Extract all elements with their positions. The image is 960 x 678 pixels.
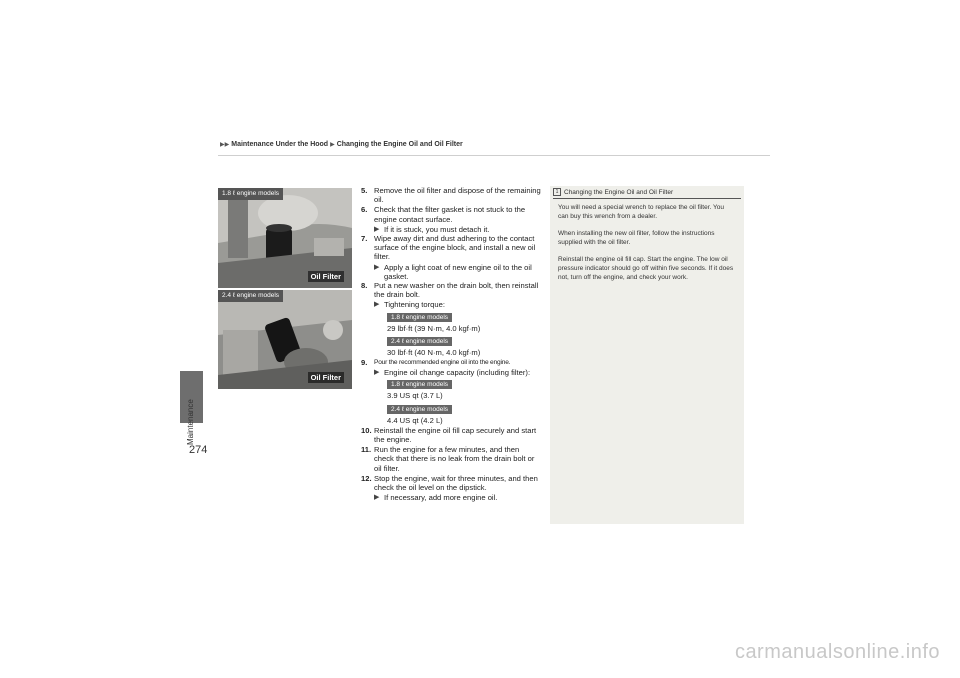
capacity-value: 3.9 US qt (3.7 L) xyxy=(387,391,443,401)
arrow-icon: ▶ xyxy=(374,494,380,502)
arrow-icon: ▶ xyxy=(374,263,380,271)
breadcrumb-item[interactable]: Maintenance Under the Hood xyxy=(231,141,329,148)
step-12: 12. Stop the engine, wait for three minutes, and then check the oil level on the dipstick. xyxy=(361,473,538,493)
page-number: 274 xyxy=(189,444,208,456)
step-10: 10. Reinstall the engine oil fill cap securely and start the engine. xyxy=(361,425,537,445)
breadcrumb xyxy=(220,141,463,148)
step-8: 8. Put a new washer on the drain bolt, then reinstall the drain bolt. xyxy=(361,281,539,300)
step-5: 5. Remove the oil filter and dispose of the remaining oil. xyxy=(361,186,541,205)
instruction-steps xyxy=(361,186,541,502)
sidebar-heading xyxy=(553,188,741,199)
engine-badge: 2.4 ℓ engine models xyxy=(387,337,452,346)
note-number-icon: 1 xyxy=(553,188,561,196)
arrow-icon: ▶ xyxy=(374,369,380,377)
photo-2-4-engine xyxy=(218,290,352,389)
section-label: Maintenance xyxy=(186,399,195,445)
sidebar-paragraph: When installing the new oil filter, follow the instructions supplied with the oil filter. xyxy=(558,230,715,246)
torque-value: 29 lbf·ft (39 N·m, 4.0 kgf·m) xyxy=(387,323,481,333)
engine-badge: 1.8 ℓ engine models xyxy=(387,313,452,322)
photo-1-8-engine xyxy=(218,188,352,288)
step-6-note: ▶ If it is stuck, you must detach it. xyxy=(374,224,490,234)
arrow-icon: ▶ xyxy=(374,301,380,309)
sidebar-paragraph: You will need a special wrench to replace the oil filter. You can buy this wrench from a dealer. xyxy=(558,204,724,220)
step-8-note: ▶ Tightening torque: xyxy=(374,300,445,310)
engine-badge: 2.4 ℓ engine models xyxy=(387,405,452,414)
step-12-note: ▶ If necessary, add more engine oil. xyxy=(374,493,498,503)
step-11: 11. Run the engine for a few minutes, and then check that there is no leak from the drain bolt or oil filter. xyxy=(361,445,535,473)
photo-tag: 2.4 ℓ engine models xyxy=(218,290,283,302)
step-6: 6. Check that the filter gasket is not stuck to the engine contact surface. xyxy=(361,205,526,224)
header-rule xyxy=(218,155,770,156)
photo-tag: 1.8 ℓ engine models xyxy=(218,188,283,200)
arrow-icon: ▶ xyxy=(330,142,335,148)
step-7: 7. Wipe away dirt and dust adhering to the contact surface of the engine block, and install a new oil filter. xyxy=(361,234,536,262)
photo-caption: Oil Filter xyxy=(308,271,344,282)
breadcrumb-item[interactable]: Changing the Engine Oil and Oil Filter xyxy=(336,141,463,148)
capacity-value: 4.4 US qt (4.2 L) xyxy=(387,415,443,425)
photo-caption: Oil Filter xyxy=(308,372,344,383)
watermark: carmanualsonline.info xyxy=(734,641,940,663)
sidebar-title[interactable]: Changing the Engine Oil and Oil Filter xyxy=(564,188,674,196)
step-7-note: ▶ Apply a light coat of new engine oil to the oil gasket. xyxy=(374,262,532,281)
step-9-note: ▶ Engine oil change capacity (including filter): xyxy=(374,368,531,378)
sidebar-note xyxy=(550,186,744,524)
double-arrow-icon: ▶▶ xyxy=(220,142,230,148)
torque-value: 30 lbf·ft (40 N·m, 4.0 kgf·m) xyxy=(387,347,481,357)
step-9: 9. Pour the recommended engine oil into the engine. xyxy=(361,358,511,368)
sidebar-paragraph: Reinstall the engine oil fill cap. Start the engine. The low oil pressure indicator should go off within five seconds. If it does not, turn off the engine, and check your work. xyxy=(558,256,734,281)
engine-badge: 1.8 ℓ engine models xyxy=(387,380,452,389)
arrow-icon: ▶ xyxy=(374,225,380,233)
